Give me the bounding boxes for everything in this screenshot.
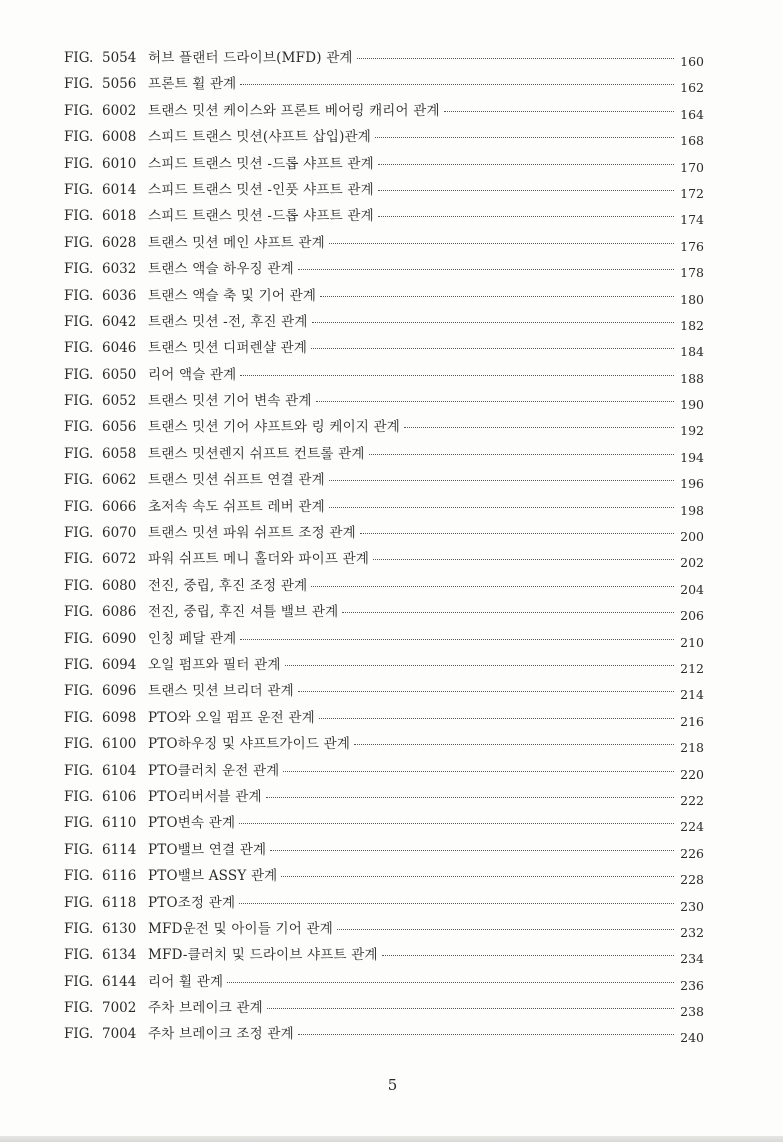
figure-number: 6018 bbox=[102, 208, 137, 225]
entry-page-number: 178 bbox=[680, 265, 704, 281]
toc-entry bbox=[64, 336, 704, 362]
figure-label: FIG. bbox=[64, 920, 94, 937]
figure-number: 5056 bbox=[102, 76, 137, 93]
entry-page-number: 214 bbox=[680, 687, 704, 703]
dot-leader bbox=[283, 771, 674, 772]
toc-entry bbox=[64, 653, 704, 679]
dot-leader bbox=[444, 111, 674, 112]
entry-title: PTO밸브 ASSY 관계 bbox=[148, 868, 278, 885]
entry-page-number: 204 bbox=[680, 581, 704, 597]
toc-entry bbox=[64, 732, 704, 758]
figure-label: FIG. bbox=[64, 762, 94, 779]
entry-title: 리어 액슬 관계 bbox=[148, 366, 237, 383]
toc-entry bbox=[64, 706, 704, 732]
dot-leader bbox=[378, 216, 674, 217]
entry-page-number: 168 bbox=[680, 133, 704, 149]
toc-entry bbox=[64, 46, 704, 72]
entry-title: PTO조정 관계 bbox=[148, 894, 236, 911]
dot-leader bbox=[329, 243, 674, 244]
toc-entry bbox=[64, 838, 704, 864]
entry-title: 트랜스 밋션 기어 샤프트와 링 케이지 관계 bbox=[148, 419, 401, 436]
dot-leader bbox=[316, 401, 674, 402]
figure-label: FIG. bbox=[64, 287, 94, 304]
toc-entry bbox=[64, 310, 704, 336]
figure-number: 6090 bbox=[102, 630, 137, 647]
dot-leader bbox=[404, 427, 674, 428]
dot-leader bbox=[382, 955, 674, 956]
figure-number: 6066 bbox=[102, 498, 137, 515]
figure-label: FIG. bbox=[64, 366, 94, 383]
entry-title: 전진, 중립, 후진 조정 관계 bbox=[148, 577, 308, 594]
figure-label: FIG. bbox=[64, 841, 94, 858]
toc-entry bbox=[64, 970, 704, 996]
entry-title: 주차 브레이크 조정 관계 bbox=[148, 1026, 294, 1043]
figure-number: 6056 bbox=[102, 419, 137, 436]
figure-label: FIG. bbox=[64, 683, 94, 700]
figure-number: 7004 bbox=[102, 1026, 137, 1043]
dot-leader bbox=[369, 454, 674, 455]
entry-title: 스피드 트랜스 밋션 -드롭 샤프트 관계 bbox=[148, 208, 374, 225]
toc-entry bbox=[64, 943, 704, 969]
figure-label: FIG. bbox=[64, 181, 94, 198]
entry-title: PTO밸브 연결 관계 bbox=[148, 841, 267, 858]
toc-entry bbox=[64, 204, 704, 230]
figure-number: 7002 bbox=[102, 1000, 137, 1017]
figure-label: FIG. bbox=[64, 815, 94, 832]
entry-page-number: 216 bbox=[680, 713, 704, 729]
dot-leader bbox=[329, 507, 674, 508]
figure-label: FIG. bbox=[64, 868, 94, 885]
entry-page-number: 194 bbox=[680, 449, 704, 465]
figure-label: FIG. bbox=[64, 498, 94, 515]
dot-leader bbox=[239, 903, 674, 904]
entry-page-number: 206 bbox=[680, 608, 704, 624]
scan-bottom-edge bbox=[0, 1136, 783, 1142]
entry-page-number: 230 bbox=[680, 898, 704, 914]
entry-page-number: 224 bbox=[680, 819, 704, 835]
figure-label: FIG. bbox=[64, 234, 94, 251]
figure-number: 6042 bbox=[102, 313, 137, 330]
toc-entry bbox=[64, 891, 704, 917]
entry-page-number: 198 bbox=[680, 502, 704, 518]
entry-page-number: 236 bbox=[680, 977, 704, 993]
entry-title: PTO하우징 및 샤프트가이드 관계 bbox=[148, 736, 351, 753]
figure-number: 6002 bbox=[102, 102, 137, 119]
toc-entry bbox=[64, 574, 704, 600]
toc-entry bbox=[64, 284, 704, 310]
toc-entry bbox=[64, 468, 704, 494]
entry-title: 트랜스 액슬 축 및 기어 관계 bbox=[148, 287, 317, 304]
toc-entry bbox=[64, 99, 704, 125]
toc-entry bbox=[64, 547, 704, 573]
figure-label: FIG. bbox=[64, 973, 94, 990]
figure-label: FIG. bbox=[64, 894, 94, 911]
figure-label: FIG. bbox=[64, 419, 94, 436]
figure-label: FIG. bbox=[64, 736, 94, 753]
figure-label: FIG. bbox=[64, 102, 94, 119]
figure-number: 6062 bbox=[102, 472, 137, 489]
toc-entry bbox=[64, 389, 704, 415]
entry-page-number: 202 bbox=[680, 555, 704, 571]
figure-number: 6014 bbox=[102, 181, 137, 198]
dot-leader bbox=[240, 84, 674, 85]
toc-entry bbox=[64, 811, 704, 837]
toc-entry bbox=[64, 759, 704, 785]
entry-title: 스피드 트랜스 밋션 -인풋 샤프트 관계 bbox=[148, 181, 374, 198]
page-number: 5 bbox=[387, 1076, 398, 1094]
entry-page-number: 184 bbox=[680, 344, 704, 360]
figure-label: FIG. bbox=[64, 630, 94, 647]
entry-page-number: 172 bbox=[680, 185, 704, 201]
entry-page-number: 174 bbox=[680, 212, 704, 228]
figure-number: 6032 bbox=[102, 261, 137, 278]
entry-title: 인칭 페달 관계 bbox=[148, 630, 237, 647]
entry-title: 트랜스 밋션 케이스와 프론트 베어링 캐리어 관계 bbox=[148, 102, 440, 119]
entry-page-number: 176 bbox=[680, 238, 704, 254]
entry-title: PTO클러치 운전 관계 bbox=[148, 762, 280, 779]
entry-page-number: 180 bbox=[680, 291, 704, 307]
dot-leader bbox=[266, 797, 674, 798]
entry-page-number: 200 bbox=[680, 529, 704, 545]
dot-leader bbox=[311, 348, 674, 349]
figure-number: 5054 bbox=[102, 50, 137, 66]
entry-title: 트랜스 밋션 메인 샤프트 관계 bbox=[148, 234, 325, 251]
entry-title: 트랜스 액슬 하우징 관계 bbox=[148, 261, 294, 278]
toc-entry bbox=[64, 152, 704, 178]
figure-number: 6058 bbox=[102, 445, 137, 462]
figure-label: FIG. bbox=[64, 393, 94, 410]
figure-number: 6134 bbox=[102, 947, 137, 964]
entry-page-number: 234 bbox=[680, 951, 704, 967]
figure-label: FIG. bbox=[64, 604, 94, 621]
entry-title: 트랜스 밋션 -전, 후진 관계 bbox=[148, 313, 308, 330]
toc-entry bbox=[64, 521, 704, 547]
dot-leader bbox=[342, 612, 674, 613]
figure-number: 6118 bbox=[102, 894, 137, 911]
toc-entry bbox=[64, 178, 704, 204]
entry-title: 초저속 속도 쉬프트 레버 관계 bbox=[148, 498, 325, 515]
figure-number: 6010 bbox=[102, 155, 137, 172]
toc-entry bbox=[64, 363, 704, 389]
figure-number: 6036 bbox=[102, 287, 137, 304]
figure-number: 6028 bbox=[102, 234, 137, 251]
dot-leader bbox=[357, 58, 674, 59]
entry-title: 오일 펌프와 필터 관계 bbox=[148, 656, 281, 673]
entry-page-number: 188 bbox=[680, 370, 704, 386]
figure-label: FIG. bbox=[64, 709, 94, 726]
toc-entry bbox=[64, 231, 704, 257]
entry-page-number: 240 bbox=[680, 1030, 704, 1046]
toc-entry bbox=[64, 257, 704, 283]
figure-number: 6096 bbox=[102, 683, 137, 700]
figure-number: 6094 bbox=[102, 656, 137, 673]
entry-page-number: 218 bbox=[680, 740, 704, 756]
entry-title: PTO리버서블 관계 bbox=[148, 788, 262, 805]
entry-page-number: 192 bbox=[680, 423, 704, 439]
entry-title: 트랜스 밋션렌지 쉬프트 컨트롤 관계 bbox=[148, 445, 365, 462]
entry-title: 프론트 휠 관계 bbox=[148, 76, 237, 93]
entry-page-number: 162 bbox=[680, 80, 704, 96]
toc-entry bbox=[64, 600, 704, 626]
toc-entry bbox=[64, 785, 704, 811]
figure-number: 6046 bbox=[102, 340, 137, 357]
entry-title: 주차 브레이크 관계 bbox=[148, 1000, 263, 1017]
entry-title: PTO와 오일 펌프 운전 관계 bbox=[148, 709, 315, 726]
figure-label: FIG. bbox=[64, 656, 94, 673]
dot-leader bbox=[378, 190, 674, 191]
dot-leader bbox=[239, 823, 674, 824]
dot-leader bbox=[378, 164, 674, 165]
dot-leader bbox=[281, 876, 674, 877]
dot-leader bbox=[298, 269, 674, 270]
figure-number: 6104 bbox=[102, 762, 137, 779]
toc-entry bbox=[64, 627, 704, 653]
entry-page-number: 170 bbox=[680, 159, 704, 175]
toc-entry bbox=[64, 864, 704, 890]
toc-entry bbox=[64, 1022, 704, 1048]
dot-leader bbox=[354, 744, 674, 745]
figure-label: FIG. bbox=[64, 1000, 94, 1017]
entry-page-number: 182 bbox=[680, 317, 704, 333]
dot-leader bbox=[270, 850, 674, 851]
entry-title: 트랜스 밋션 쉬프트 연결 관계 bbox=[148, 472, 325, 489]
entry-title: 파워 쉬프트 메니 홀더와 파이프 관계 bbox=[148, 551, 370, 568]
figure-number: 6070 bbox=[102, 525, 137, 542]
toc-entry bbox=[64, 679, 704, 705]
figure-label: FIG. bbox=[64, 50, 94, 66]
entry-title: MFD-클러치 및 드라이브 샤프트 관계 bbox=[148, 947, 378, 964]
figure-number: 6144 bbox=[102, 973, 137, 990]
dot-leader bbox=[285, 665, 674, 666]
figure-number: 6130 bbox=[102, 920, 137, 937]
table-of-contents bbox=[64, 46, 704, 1049]
entry-page-number: 232 bbox=[680, 924, 704, 940]
entry-page-number: 238 bbox=[680, 1004, 704, 1020]
figure-label: FIG. bbox=[64, 525, 94, 542]
dot-leader bbox=[337, 929, 674, 930]
dot-leader bbox=[329, 480, 674, 481]
toc-entry bbox=[64, 125, 704, 151]
figure-number: 6080 bbox=[102, 577, 137, 594]
figure-label: FIG. bbox=[64, 76, 94, 93]
entry-page-number: 220 bbox=[680, 766, 704, 782]
entry-page-number: 196 bbox=[680, 476, 704, 492]
toc-entry bbox=[64, 495, 704, 521]
toc-entry bbox=[64, 72, 704, 98]
dot-leader bbox=[227, 982, 674, 983]
figure-label: FIG. bbox=[64, 340, 94, 357]
entry-title: 트랜스 밋션 파워 쉬프트 조정 관계 bbox=[148, 525, 356, 542]
entry-page-number: 164 bbox=[680, 106, 704, 122]
dot-leader bbox=[298, 1034, 674, 1035]
toc-entry bbox=[64, 917, 704, 943]
dot-leader bbox=[298, 691, 674, 692]
figure-label: FIG. bbox=[64, 472, 94, 489]
entry-page-number: 160 bbox=[680, 54, 704, 69]
figure-number: 6052 bbox=[102, 393, 137, 410]
dot-leader bbox=[319, 718, 674, 719]
entry-title: 전진, 중립, 후진 셔틀 밸브 관계 bbox=[148, 604, 339, 621]
entry-page-number: 210 bbox=[680, 634, 704, 650]
figure-label: FIG. bbox=[64, 313, 94, 330]
entry-title: MFD운전 및 아이들 기어 관계 bbox=[148, 920, 333, 937]
figure-number: 6110 bbox=[102, 815, 137, 832]
figure-label: FIG. bbox=[64, 577, 94, 594]
dot-leader bbox=[312, 322, 674, 323]
entry-page-number: 190 bbox=[680, 397, 704, 413]
figure-label: FIG. bbox=[64, 129, 94, 146]
figure-number: 6008 bbox=[102, 129, 137, 146]
entry-title: 허브 플랜터 드라이브(MFD) 관계 bbox=[148, 50, 353, 66]
entry-title: 리어 휠 관계 bbox=[148, 973, 224, 990]
figure-label: FIG. bbox=[64, 261, 94, 278]
toc-entry bbox=[64, 415, 704, 441]
entry-page-number: 212 bbox=[680, 660, 704, 676]
dot-leader bbox=[320, 296, 674, 297]
dot-leader bbox=[360, 533, 674, 534]
toc-entry bbox=[64, 442, 704, 468]
figure-label: FIG. bbox=[64, 155, 94, 172]
figure-label: FIG. bbox=[64, 788, 94, 805]
figure-number: 6072 bbox=[102, 551, 137, 568]
figure-label: FIG. bbox=[64, 551, 94, 568]
figure-label: FIG. bbox=[64, 208, 94, 225]
dot-leader bbox=[375, 137, 674, 138]
figure-number: 6114 bbox=[102, 841, 137, 858]
toc-entry bbox=[64, 996, 704, 1022]
dot-leader bbox=[240, 375, 674, 376]
figure-label: FIG. bbox=[64, 947, 94, 964]
entry-page-number: 228 bbox=[680, 872, 704, 888]
figure-number: 6100 bbox=[102, 736, 137, 753]
entry-page-number: 226 bbox=[680, 845, 704, 861]
figure-label: FIG. bbox=[64, 445, 94, 462]
figure-number: 6098 bbox=[102, 709, 137, 726]
figure-number: 6106 bbox=[102, 788, 137, 805]
dot-leader bbox=[373, 559, 674, 560]
figure-label: FIG. bbox=[64, 1026, 94, 1043]
entry-title: 트랜스 밋션 브리더 관계 bbox=[148, 683, 294, 700]
entry-title: 트랜스 밋션 디퍼렌샬 관계 bbox=[148, 340, 308, 357]
figure-number: 6050 bbox=[102, 366, 137, 383]
entry-title: 트랜스 밋션 기어 변속 관계 bbox=[148, 393, 312, 410]
entry-title: 스피드 트랜스 밋션(샤프트 삽입)관계 bbox=[148, 129, 372, 146]
figure-number: 6086 bbox=[102, 604, 137, 621]
entry-page-number: 222 bbox=[680, 792, 704, 808]
entry-title: 스피드 트랜스 밋션 -드롭 샤프트 관계 bbox=[148, 155, 374, 172]
figure-number: 6116 bbox=[102, 868, 137, 885]
dot-leader bbox=[311, 586, 674, 587]
dot-leader bbox=[267, 1008, 674, 1009]
dot-leader bbox=[240, 639, 674, 640]
entry-title: PTO변속 관계 bbox=[148, 815, 236, 832]
